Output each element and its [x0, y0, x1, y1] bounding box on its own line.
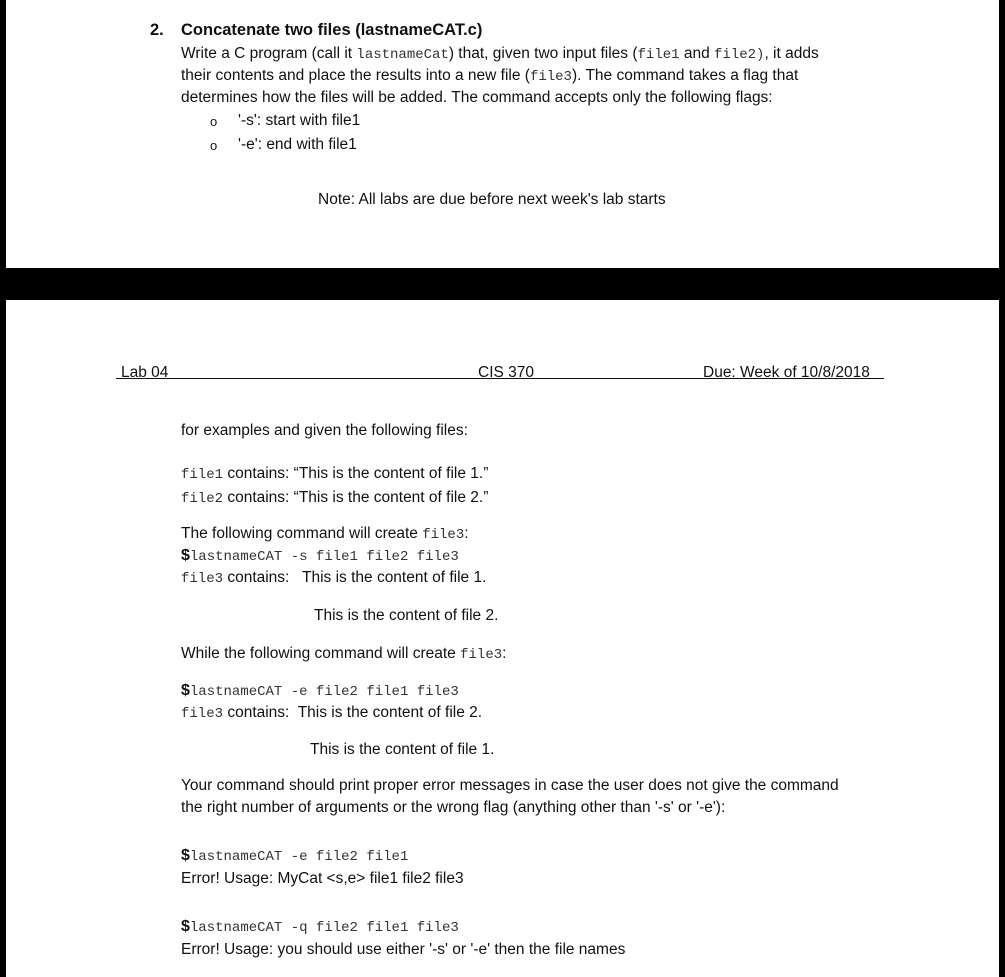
code: lastnameCAT -e file2 file1 file3	[189, 684, 459, 700]
cmd3	[181, 846, 408, 867]
code: file1	[181, 467, 224, 483]
task-desc-line3: determines how the files will be added. The command accepts only the following flags:	[181, 89, 773, 106]
cmd4	[181, 917, 459, 938]
task-desc-line2	[181, 66, 798, 87]
cmd1-intro	[181, 524, 469, 545]
task-title: Concatenate two files (lastnameCAT.c)	[181, 21, 483, 39]
text: contains: This is the content of file 2.	[223, 704, 483, 721]
cmd2	[181, 681, 459, 702]
error-output-2: Error! Usage: you should use either '-s' or '-e' then the file names	[181, 941, 626, 958]
header-due: Due: Week of 10/8/2018	[703, 364, 870, 381]
text: contains: This is the content of file 1.	[223, 569, 487, 586]
text: :	[464, 525, 469, 542]
flag-item: '-e': end with file1	[238, 136, 357, 153]
code: lastnameCAT -q file2 file1 file3	[189, 920, 459, 936]
task-desc-line1	[181, 44, 819, 65]
text: ). The command takes a flag that	[571, 67, 799, 84]
cmd1-output-line2: This is the content of file 2.	[314, 607, 499, 624]
header-lab: Lab 04	[121, 364, 169, 381]
text: , it adds	[764, 45, 819, 62]
cmd2-intro	[181, 644, 506, 665]
code: file3	[529, 69, 572, 85]
error-output-1: Error! Usage: MyCat <s,e> file1 file2 file3	[181, 870, 464, 887]
cmd2-output	[181, 703, 482, 724]
bullet-icon: o	[210, 138, 218, 153]
header-course: CIS 370	[478, 364, 535, 381]
cmd1-output	[181, 568, 486, 589]
code: lastnameCAT -s file1 file2 file3	[189, 549, 459, 565]
task-number: 2.	[150, 21, 164, 39]
bullet-icon: o	[210, 114, 218, 129]
flag-item: '-s': start with file1	[238, 112, 361, 129]
text: their contents and place the results into a new file (	[181, 67, 530, 84]
due-note: Note: All labs are due before next week's lab starts	[318, 191, 666, 208]
error-desc-line1: Your command should print proper error messages in case the user does not give the command	[181, 777, 839, 794]
text: contains: “This is the content of file 1.”	[223, 465, 489, 482]
text: :	[502, 645, 507, 662]
code: file3	[422, 527, 465, 543]
prompt: $	[181, 918, 190, 935]
error-desc-line2: the right number of arguments or the wrong flag (anything other than '-s' or '-e'):	[181, 799, 726, 816]
code: lastnameCAT -e file2 file1	[189, 849, 409, 865]
page-bottom	[6, 300, 999, 977]
prompt: $	[181, 847, 190, 864]
code: file1	[637, 47, 680, 63]
cmd1	[181, 546, 459, 567]
prompt: $	[181, 547, 190, 564]
file2-line	[181, 488, 488, 509]
code: lastnameCat	[356, 47, 449, 63]
code: file3	[181, 571, 224, 587]
text: contains: “This is the content of file 2.”	[223, 489, 489, 506]
prompt: $	[181, 682, 190, 699]
code: file3	[460, 647, 503, 663]
text: While the following command will create	[181, 645, 461, 662]
text: The following command will create	[181, 525, 423, 542]
text: Write a C program (call it	[181, 45, 357, 62]
code: file3	[181, 706, 224, 722]
code: file2	[181, 491, 224, 507]
page-top	[6, 0, 999, 268]
code: file2)	[714, 47, 765, 63]
file1-line	[181, 464, 488, 485]
text: and	[679, 45, 715, 62]
text: ) that, given two input files (	[448, 45, 638, 62]
intro-text: for examples and given the following files:	[181, 422, 468, 439]
cmd2-output-line2: This is the content of file 1.	[310, 741, 495, 758]
